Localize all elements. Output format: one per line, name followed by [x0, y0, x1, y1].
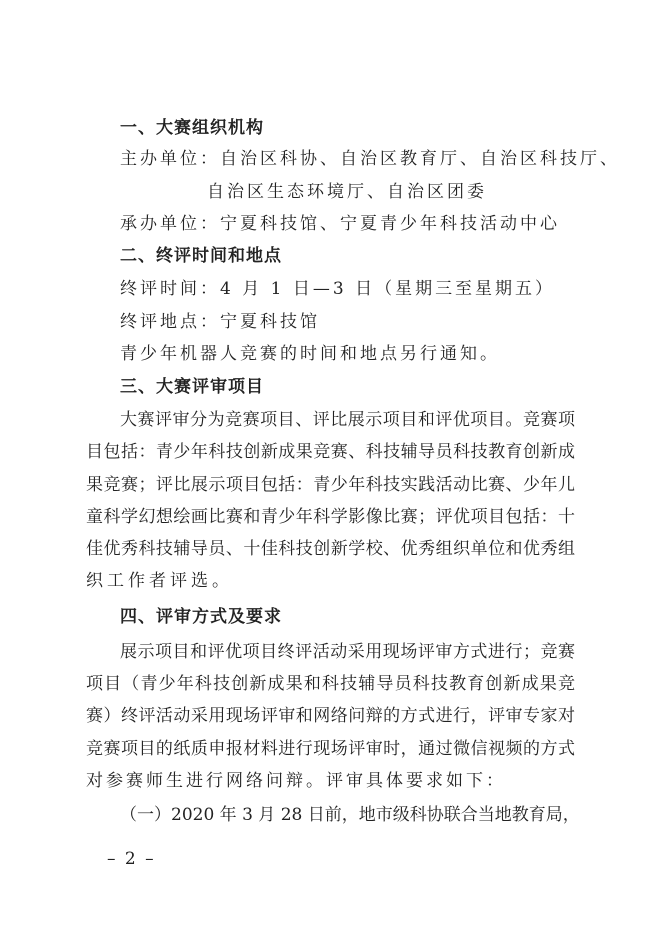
paragraph-line: 展示项目和评优项目终评活动采用现场评审方式进行；竞赛 [120, 642, 575, 662]
list-item-1: （一）2020 年 3 月 28 日前，地市级科协联合当地教育局， [120, 805, 580, 825]
section-heading: 一、大赛组织机构 [120, 118, 264, 138]
host-units-cont: 自治区生态环境厅、自治区团委 [207, 182, 487, 202]
section-heading: 四、评审方式及要求 [120, 607, 282, 627]
host-units: 主办单位：自治区科协、自治区教育厅、自治区科技厅、 [120, 149, 620, 169]
paragraph-line: 果竞赛；评比展示项目包括：青少年科技实践活动比赛、少年儿 [86, 475, 575, 495]
paragraph-line: 对参赛师生进行网络问辩。评审具体要求如下： [86, 771, 506, 791]
section-heading: 二、终评时间和地点 [120, 246, 282, 266]
paragraph-line: 佳优秀科技辅导员、十佳科技创新学校、优秀组织单位和优秀组 [86, 539, 575, 559]
final-time: 终评时间：4 月 1 日—3 日（星期三至星期五） [120, 279, 556, 299]
paragraph-line: 织工作者评选。 [86, 571, 233, 591]
organizer-units: 承办单位：宁夏科技馆、宁夏青少年科技活动中心 [120, 214, 560, 234]
paragraph-line: 竞赛项目的纸质申报材料进行现场评审时，通过微信视频的方式 [86, 739, 575, 759]
paragraph-line: 目包括：青少年科技创新成果竞赛、科技辅导员科技教育创新成 [86, 442, 575, 462]
paragraph-line: 赛）终评活动采用现场评审和网络问辩的方式进行，评审专家对 [86, 706, 575, 726]
paragraph-line: 大赛评审分为竞赛项目、评比展示项目和评优项目。竞赛项 [120, 410, 575, 430]
final-place: 终评地点：宁夏科技馆 [120, 312, 320, 332]
paragraph-line: 童科学幻想绘画比赛和青少年科学影像比赛；评优项目包括：十 [86, 507, 575, 527]
robot-note: 青少年机器人竞赛的时间和地点另行通知。 [120, 344, 500, 364]
section-heading: 三、大赛评审项目 [120, 377, 264, 397]
page-number: – 2 – [107, 849, 156, 869]
paragraph-line: 项目（青少年科技创新成果和科技辅导员科技教育创新成果竞 [86, 674, 575, 694]
